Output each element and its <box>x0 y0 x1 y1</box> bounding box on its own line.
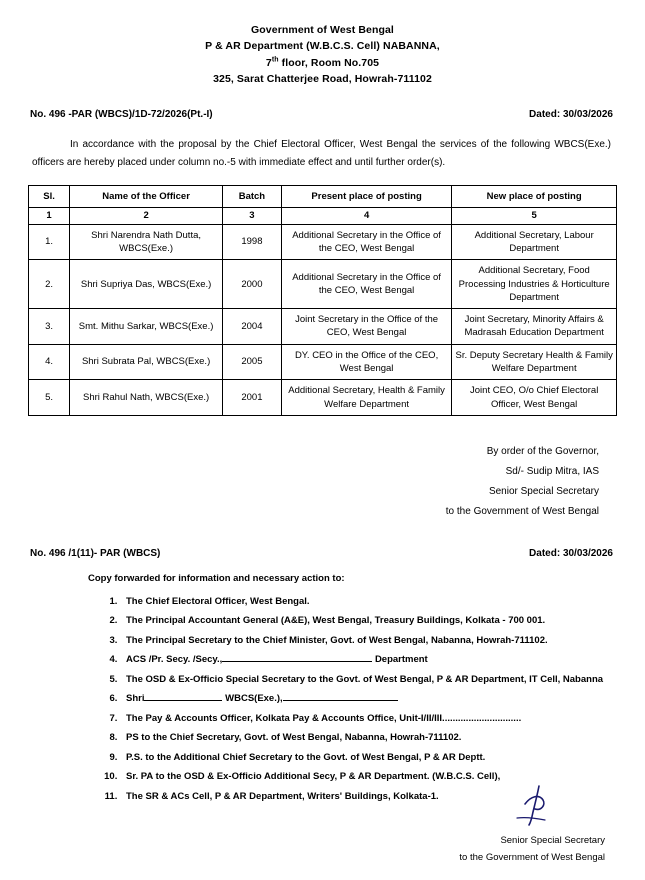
footer-signature-block <box>459 832 605 866</box>
signatory-government: to the Government of West Bengal <box>445 505 599 517</box>
table-column-number-row <box>29 208 617 224</box>
list-item <box>120 611 617 630</box>
table-row <box>29 344 617 380</box>
header-sl: Sl. <box>29 186 70 208</box>
handwritten-signature <box>507 784 567 828</box>
letterhead-line-4: 325, Sarat Chatterjee Road, Howrah-711102 <box>213 72 432 85</box>
cell-sl: 4. <box>29 344 70 380</box>
colnum-2: 2 <box>70 208 223 224</box>
list-item <box>120 650 617 669</box>
table-row <box>29 380 617 416</box>
list-item <box>120 728 617 747</box>
cell-name: Smt. Mithu Sarkar, WBCS(Exe.) <box>70 309 223 345</box>
reference-row-2 <box>28 548 617 559</box>
list-item <box>120 689 617 708</box>
list-item-text: The Principal Secretary to the Chief Minister, Govt. of West Bengal, Nabanna, Howrah-711102. <box>126 634 548 646</box>
memo-date: Dated: 30/03/2026 <box>529 109 613 121</box>
cell-present: Additional Secretary, Health & Family Welfare Department <box>281 380 452 416</box>
cell-sl: 2. <box>29 260 70 309</box>
list-item <box>120 592 617 611</box>
list-item <box>120 709 617 728</box>
cell-batch: 1998 <box>223 224 282 260</box>
cell-name: Shri Supriya Das, WBCS(Exe.) <box>70 260 223 309</box>
list-item-text: The Principal Accountant General (A&E), West Bengal, Treasury Buildings, Kolkata - 700 001. <box>126 615 546 627</box>
fill-in-blank <box>283 690 398 701</box>
letterhead-room: floor, Room No.705 <box>278 56 380 69</box>
memo-number: No. 496 -PAR (WBCS)/1D-72/2026(Pt.-I) <box>30 109 213 121</box>
list-item-text: The OSD & Ex-Officio Special Secretary to the Govt. of West Bengal, P & AR Department, IT Cell, Nabanna <box>126 673 604 685</box>
signatory-designation: Senior Special Secretary <box>488 485 599 497</box>
list-item-text: PS to the Chief Secretary, Govt. of West Bengal, Nabanna, Howrah-711102. <box>126 732 462 744</box>
list-item <box>120 748 617 767</box>
list-item-text: The Pay & Accounts Officer, Kolkata Pay & Accounts Office, Unit-I/II/III. <box>126 712 445 724</box>
cell-batch: 2005 <box>223 344 282 380</box>
cell-present: DY. CEO in the Office of the CEO, West Bengal <box>281 344 452 380</box>
fill-in-blank <box>144 690 222 701</box>
fill-in-blank <box>222 651 372 662</box>
letterhead-line-2: P & AR Department (W.B.C.S. Cell) NABANNA, <box>205 40 440 53</box>
cell-batch: 2001 <box>223 380 282 416</box>
cell-name: Shri Subrata Pal, WBCS(Exe.) <box>70 344 223 380</box>
cell-new: Joint Secretary, Minority Affairs & Madrasah Education Department <box>452 309 617 345</box>
list-item <box>120 631 617 650</box>
copy-forwarded-heading: Copy forwarded for information and necessary action to: <box>88 572 345 584</box>
letterhead-floor-ordinal: th <box>271 56 279 64</box>
order-paragraph-text: In accordance with the proposal by the Chief Electoral Officer, West Bengal the services of the following WBCS(Exe.) officers are hereby placed under column no.-5 with immediate effect and until further order(s). <box>32 139 611 168</box>
footer-designation: Senior Special Secretary <box>500 834 605 846</box>
colnum-5: 5 <box>452 208 617 224</box>
copy-forwarded-list <box>28 592 617 806</box>
colnum-3: 3 <box>223 208 282 224</box>
list-item-text: The SR & ACs Cell, P & AR Department, Writers' Buildings, Kolkata-1. <box>126 790 439 802</box>
order-paragraph <box>28 136 617 171</box>
table-header-row <box>29 186 617 208</box>
reference-row <box>28 109 617 120</box>
list-item-text: Sr. PA to the OSD & Ex-Officio Additional Secy, P & AR Department. (W.B.C.S. Cell), <box>126 771 501 783</box>
cell-new: Joint CEO, O/o Chief Electoral Officer, West Bengal <box>452 380 617 416</box>
table-row <box>29 309 617 345</box>
list-item-tail: WBCS(Exe.), <box>225 693 283 705</box>
list-item-text: The Chief Electoral Officer, West Bengal. <box>126 595 310 607</box>
signature-block <box>28 442 617 522</box>
cell-present: Joint Secretary in the Office of the CEO, West Bengal <box>281 309 452 345</box>
list-item-text: P.S. to the Additional Chief Secretary to the Govt. of West Bengal, P & AR Deptt. <box>126 751 486 763</box>
header-present: Present place of posting <box>281 186 452 208</box>
cell-batch: 2004 <box>223 309 282 345</box>
list-item-text: ACS /Pr. Secy. /Secy., <box>126 654 223 666</box>
cell-sl: 1. <box>29 224 70 260</box>
colnum-1: 1 <box>29 208 70 224</box>
header-batch: Batch <box>223 186 282 208</box>
list-item-text: Shri <box>126 693 145 705</box>
letterhead-line-1: Government of West Bengal <box>251 24 394 36</box>
officers-table <box>28 185 617 416</box>
footer-government: to the Government of West Bengal <box>459 851 605 863</box>
cell-name: Shri Rahul Nath, WBCS(Exe.) <box>70 380 223 416</box>
cell-present: Additional Secretary in the Office of the CEO, West Bengal <box>281 260 452 309</box>
list-item <box>120 670 617 689</box>
header-name: Name of the Officer <box>70 186 223 208</box>
table-row <box>29 260 617 309</box>
letterhead-line-3 <box>28 55 617 71</box>
memo-number-2: No. 496 /1(11)- PAR (WBCS) <box>30 547 161 559</box>
letterhead <box>28 22 617 87</box>
cell-sl: 5. <box>29 380 70 416</box>
letterhead-floor-number: 7 <box>265 56 272 69</box>
memo-date-2: Dated: 30/03/2026 <box>529 547 613 559</box>
cell-batch: 2000 <box>223 260 282 309</box>
cell-new: Additional Secretary, Labour Department <box>452 224 617 260</box>
table-row <box>29 224 617 260</box>
header-new: New place of posting <box>452 186 617 208</box>
cell-new: Additional Secretary, Food Processing Industries & Horticulture Department <box>452 260 617 309</box>
cell-name: Shri Narendra Nath Dutta, WBCS(Exe.) <box>70 224 223 260</box>
cell-new: Sr. Deputy Secretary Health & Family Welfare Department <box>452 344 617 380</box>
list-item-dots: ............................. <box>444 712 522 724</box>
cell-present: Additional Secretary in the Office of the CEO, West Bengal <box>281 224 452 260</box>
colnum-4: 4 <box>281 208 452 224</box>
by-order-line: By order of the Governor, <box>486 445 599 457</box>
signatory-name: Sd/- Sudip Mitra, IAS <box>505 465 599 477</box>
cell-sl: 3. <box>29 309 70 345</box>
list-item-tail: Department <box>374 654 428 666</box>
